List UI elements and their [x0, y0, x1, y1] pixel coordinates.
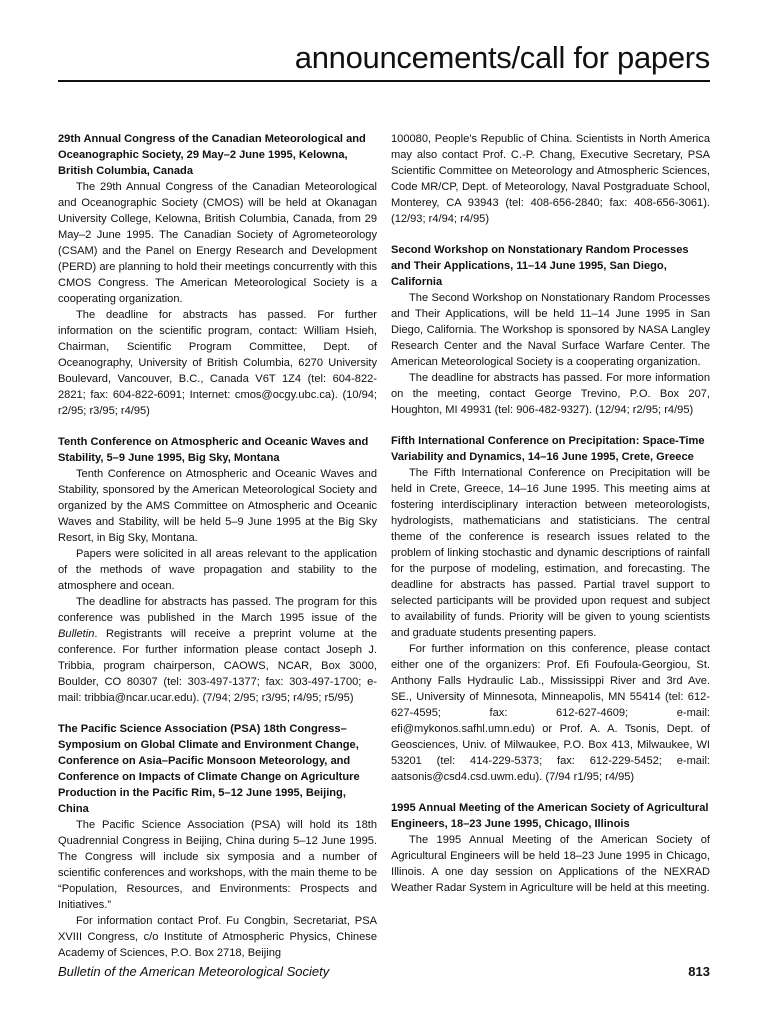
article-waves-stability: [58, 434, 377, 706]
article-paragraph: The Second Workshop on Nonstationary Random Processes and Their Applications, will be held 11–14 June 1995 in San Diego, California. The Workshop is sponsored by NASA Langley Research Center and the Naval Surface Warfare Center. The American Meteorological Society is a cooperating organization.: [391, 292, 710, 368]
article-paragraph: For information contact Prof. Fu Congbin, Secretariat, PSA XVIII Congress, c/o Institute of Atmospheric Physics, Chinese Academy of Sciences, P.O. Box 2718, Beijing: [58, 915, 377, 959]
article-title: 29th Annual Congress of the Canadian Meteorological and Oceanographic Society, 29 May–2 June 1995, Kelowna, British Columbia, Canada: [58, 133, 366, 177]
right-column: [391, 131, 710, 911]
left-column: [58, 131, 377, 976]
article-title: Fifth International Conference on Precipitation: Space-Time Variability and Dynamics, 14–16 June 1995, Crete, Greece: [391, 435, 705, 463]
article-paragraph: The Fifth International Conference on Precipitation will be held in Crete, Greece, 14–16 June 1995. This meeting aims at fostering interdisciplinary interaction between meteorologists, hydrologists, mathematicians and statisticians. The central theme of the conference is research issues related to the problem of linking stochastic and dynamic descriptions of rainfall for the purpose of modeling, estimation, and forecasting. The deadline for abstracts has passed. Partial travel support to selected participants will be provided upon request and subject to availability of funds. Priority will be given to young scientists and graduate students presenting papers.: [391, 467, 710, 639]
article-title: 1995 Annual Meeting of the American Society of Agricultural Engineers, 18–23 June 1995, Chicago, Illinois: [391, 802, 709, 830]
page-footer: [58, 964, 710, 980]
article-asae-meeting: [391, 800, 710, 896]
journal-name: Bulletin of the American Meteorological Society: [58, 964, 330, 979]
article-cmos-congress: [58, 131, 377, 419]
article-paragraph: The 29th Annual Congress of the Canadian Meteorological and Oceanographic Society (CMOS) will be held at Okanagan University College, Kelowna, British Columbia, Canada, from 29 May–2 June 1995. The Canadian Society of Agrometeorology (CSAM) and the Panel on Energy Research and Development (PERD) are planning to hold their meetings concurrently with this CMOS Congress. The American Meteorological Society is a cooperating organization.: [58, 181, 377, 305]
article-paragraph: For further information on this conference, please contact either one of the organizers: Prof. Efi Foufoula-Georgiou, St. Anthony Falls Hydraulic Lab., Mississippi River and 3rd Ave. SE., University of Minnesota, Minneapolis, MN 55414 (tel: 612-627-4595; fax: 612-627-4609; e-mail: efi@mykonos.safhl.umn.edu) or Prof. A. A. Tsonis, Dept. of Geosciences, Univ. of Milwaukee, P.O. Box 413, Milwaukee, WI 53201 (tel: 414-229-5373; fax: 612-229-5452; e-mail: aatsonis@csd4.csd.uwm.edu). (7/94 r1/95; r4/95): [391, 643, 710, 783]
article-paragraph: 100080, People’s Republic of China. Scientists in North America may also contact Prof. C.-P. Chang, Executive Secretary, PSA Scientific Committee on Meteorology and Atmospheric Sciences, Code MR/CP, Dept. of Meteorology, Naval Postgraduate School, Monterey, CA 93943 (tel: 408-656-2840; fax: 408-656-3061). (12/93; r4/94; r4/95): [391, 133, 710, 225]
article-paragraph: The deadline for abstracts has passed. The program for this conference was published in the March 1995 issue of the Bulletin. Registrants will receive a preprint volume at the conference. For further information please contact Joseph J. Tribbia, program chairperson, CAOWS, NCAR, Box 3000, Boulder, CO 80307 (tel: 303-497-1377; fax: 303-497-1700; e-mail: tribbia@ncar.ucar.edu). (7/94; 2/95; r3/95; r4/95; r5/95): [58, 596, 377, 704]
section-title: announcements/call for papers: [294, 40, 710, 75]
article-paragraph: The deadline for abstracts has passed. For more information on the meeting, contact George Trevino, P.O. Box 207, Houghton, MI 49931 (tel: 906-482-9327). (12/94; r2/95; r4/95): [391, 372, 710, 416]
article-precipitation-conference: [391, 433, 710, 785]
article-title: Tenth Conference on Atmospheric and Oceanic Waves and Stability, 5–9 June 1995, Big Sky, Montana: [58, 436, 369, 464]
article-psa-continued: [391, 131, 710, 227]
article-paragraph: The deadline for abstracts has passed. For further information on the scientific program, contact: William Hsieh, Chairman, Scientific Program Committee, Dept. of Oceanography, University of British Columbia, 6270 University Boulevard, Vancouver, B.C., Canada V6T 1Z4 (tel: 604-822-2821; fax: 604-822-6091; Internet: cmos@ocgy.ubc.ca). (10/94; r2/95; r3/95; r4/95): [58, 309, 377, 417]
article-paragraph: The Pacific Science Association (PSA) will hold its 18th Quadrennial Congress in Beijing, China during 5–12 June 1995. The Congress will include six symposia and a number of scientific conferences and workshops, with the main theme to be “Population, Resources, and Environments: Prospects and Initiatives.”: [58, 819, 377, 911]
article-paragraph: Papers were solicited in all areas relevant to the application of the methods of wave propagation and stability to the atmosphere and ocean.: [58, 548, 377, 592]
page-number: 813: [688, 964, 710, 979]
article-paragraph: The 1995 Annual Meeting of the American Society of Agricultural Engineers will be held 18–23 June 1995 in Chicago, Illinois. A one day session on Applications of the NEXRAD Weather Radar System in Agriculture will be held at this meeting.: [391, 834, 710, 894]
article-title: Second Workshop on Nonstationary Random Processes and Their Applications, 11–14 June 1995, San Diego, California: [391, 244, 689, 288]
header-rule: [58, 80, 710, 82]
article-title: The Pacific Science Association (PSA) 18th Congress–Symposium on Global Climate and Environment Change, Conference on Asia–Pacific Monsoon Meteorology, and Conference on Impacts of Climate Change on Agriculture Production in the Pacific Rim, 5–12 June 1995, Beijing, China: [58, 723, 360, 815]
article-paragraph: Tenth Conference on Atmospheric and Oceanic Waves and Stability, sponsored by the American Meteorological Society and organized by the AMS Committee on Atmospheric and Oceanic Waves and Stability, will be held 5–9 June 1995 at the Big Sky Resort, in Big Sky, Montana.: [58, 468, 377, 544]
article-psa-congress: [58, 721, 377, 961]
article-nonstationary-workshop: [391, 242, 710, 418]
